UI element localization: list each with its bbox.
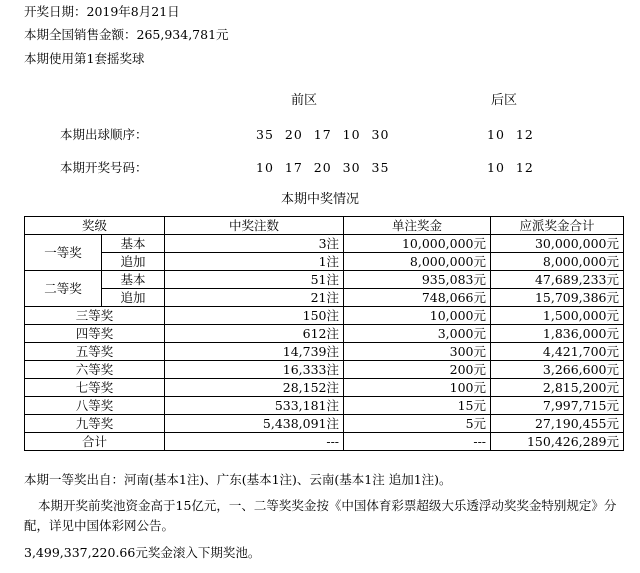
- single-prize: 8,000,000元: [344, 253, 491, 271]
- winning-numbers-back: 10 12: [487, 160, 534, 175]
- single-prize: 935,083元: [344, 271, 491, 289]
- table-header-row: [25, 217, 624, 235]
- table-row: [25, 253, 624, 271]
- single-prize: 5元: [344, 415, 491, 433]
- header-level: 奖级: [25, 217, 165, 235]
- back-zone-header: 后区: [491, 93, 518, 108]
- total-label: 合计: [25, 433, 165, 451]
- header-total: 应派奖金合计: [491, 217, 624, 235]
- level-label: 四等奖: [25, 325, 165, 343]
- rollover-note: 3,499,337,220.66元奖金滚入下期奖池。: [24, 545, 261, 560]
- sub-label: 基本: [102, 235, 165, 253]
- total-prize: 1,500,000元: [491, 307, 624, 325]
- winner-count: 51注: [165, 271, 344, 289]
- table-row: [25, 271, 624, 289]
- header-count: 中奖注数: [165, 217, 344, 235]
- header-prize: 单注奖金: [344, 217, 491, 235]
- table-row: [25, 361, 624, 379]
- prize-rule-note: 本期开奖前奖池资金高于15亿元，一、二等奖奖金按《中国体育彩票超级大乐透浮动奖奖金特别规定》分配，详见中国体彩网公告。: [24, 498, 617, 533]
- winner-count: 21注: [165, 289, 344, 307]
- draw-date: 开奖日期：2019年8月21日: [24, 4, 180, 19]
- prize-table: [24, 216, 624, 451]
- level-label: 六等奖: [25, 361, 165, 379]
- level-label: 五等奖: [25, 343, 165, 361]
- table-row: [25, 325, 624, 343]
- total-prize: 4,421,700元: [491, 343, 624, 361]
- winner-count: 3注: [165, 235, 344, 253]
- total-prize: 27,190,455元: [491, 415, 624, 433]
- table-row: [25, 235, 624, 253]
- total-prize: 15,709,386元: [491, 289, 624, 307]
- total-prize: 3,266,600元: [491, 361, 624, 379]
- single-prize: 200元: [344, 361, 491, 379]
- table-row: [25, 289, 624, 307]
- total-prize: 2,815,200元: [491, 379, 624, 397]
- total-prize: 47,689,233元: [491, 271, 624, 289]
- table-row: [25, 379, 624, 397]
- level-label: 七等奖: [25, 379, 165, 397]
- level-label: 二等奖: [25, 271, 102, 307]
- winner-count: 150注: [165, 307, 344, 325]
- total-prize: 7,997,715元: [491, 397, 624, 415]
- winner-count: 28,152注: [165, 379, 344, 397]
- winning-numbers-front: 10 17 20 30 35: [256, 160, 390, 175]
- total-prize: 30,000,000元: [491, 235, 624, 253]
- single-prize: 10,000元: [344, 307, 491, 325]
- sub-label: 基本: [102, 271, 165, 289]
- grand-total: 150,426,289元: [491, 433, 624, 451]
- level-label: 八等奖: [25, 397, 165, 415]
- draw-order-front: 35 20 17 10 30: [256, 127, 390, 142]
- single-prize: 300元: [344, 343, 491, 361]
- table-row: [25, 415, 624, 433]
- winner-count: 14,739注: [165, 343, 344, 361]
- sub-label: 追加: [102, 253, 165, 271]
- total-count: ---: [165, 433, 344, 451]
- table-total-row: [25, 433, 624, 451]
- single-prize: 100元: [344, 379, 491, 397]
- level-label: 三等奖: [25, 307, 165, 325]
- total-prize: 1,836,000元: [491, 325, 624, 343]
- draw-order-label: 本期出球顺序：: [60, 127, 148, 142]
- ball-set: 本期使用第1套摇奖球: [24, 51, 145, 66]
- winner-regions-note: 本期一等奖出自：河南(基本1注)、广东(基本1注)、云南(基本1注 追加1注)。: [24, 472, 452, 487]
- winning-numbers-label: 本期开奖号码：: [60, 160, 148, 175]
- table-row: [25, 397, 624, 415]
- table-row: [25, 307, 624, 325]
- winner-count: 612注: [165, 325, 344, 343]
- winner-count: 16,333注: [165, 361, 344, 379]
- level-label: 一等奖: [25, 235, 102, 271]
- single-prize: 748,066元: [344, 289, 491, 307]
- total-prize: 8,000,000元: [491, 253, 624, 271]
- winner-count: 533,181注: [165, 397, 344, 415]
- single-prize: 15元: [344, 397, 491, 415]
- front-zone-header: 前区: [291, 93, 318, 108]
- total-single: ---: [344, 433, 491, 451]
- winner-count: 5,438,091注: [165, 415, 344, 433]
- draw-order-back: 10 12: [487, 127, 534, 142]
- level-label: 九等奖: [25, 415, 165, 433]
- single-prize: 3,000元: [344, 325, 491, 343]
- single-prize: 10,000,000元: [344, 235, 491, 253]
- winner-count: 1注: [165, 253, 344, 271]
- table-row: [25, 343, 624, 361]
- table-title: 本期中奖情况: [281, 192, 360, 207]
- sub-label: 追加: [102, 289, 165, 307]
- sales-amount: 本期全国销售金额：265,934,781元: [24, 27, 229, 42]
